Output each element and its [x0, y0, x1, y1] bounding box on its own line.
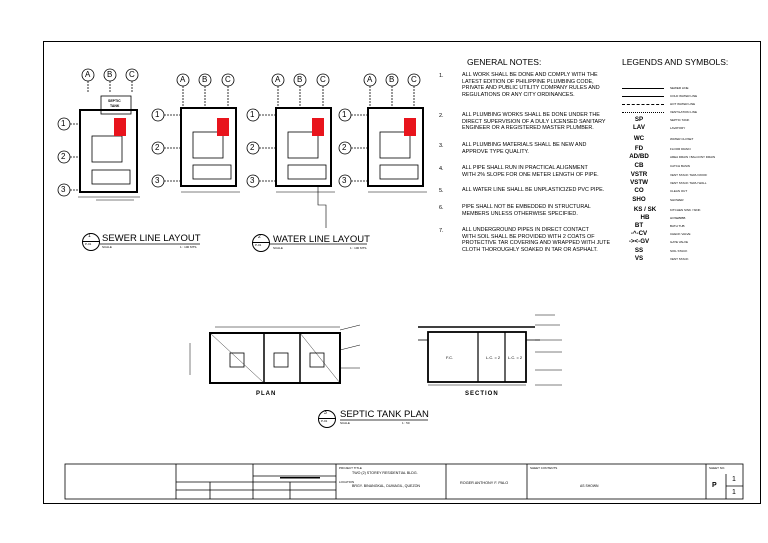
septic-scale-caption: SCALE: [340, 421, 350, 425]
sewer-title-sheet: P-01: [85, 242, 92, 246]
septic-tank-plan-drawing: [190, 325, 360, 383]
section-chamber-label: F.C.: [446, 355, 454, 360]
grid-label-a: A: [85, 70, 91, 79]
septic-title-sheet: P-01: [321, 419, 328, 423]
grid-label-c: C: [225, 75, 231, 84]
legend-code: KS / SK: [633, 206, 657, 213]
legend-desc: VENT STACK THRU ROOF: [670, 173, 708, 177]
water-layout-title: WATER LINE LAYOUT: [273, 234, 370, 245]
legend-title: LEGENDS AND SYMBOLS:: [622, 57, 729, 67]
plan-view-label: PLAN: [256, 391, 277, 397]
section-chamber-label: L.C. = 2: [486, 355, 501, 360]
legend-code: SP: [634, 116, 644, 123]
note-text: ALL WORK SHALL BE DONE AND COMPLY WITH THE LATEST EDITION OF PHILIPPINE PLUMBING CODE, PRIVATE AND PUBLIC UTILITY COMPANY RULES AND REGULATIONS OR ANY CITY ORDINANCES.: [462, 72, 600, 98]
owner-name: ROGER ANTHONY F. PALO: [460, 481, 509, 485]
section-chamber-label: L.C. = 2: [508, 355, 523, 360]
sewer-scale-caption: SCALE: [102, 245, 112, 249]
grid-label-b: B: [202, 75, 208, 84]
grid-label-b: B: [107, 70, 113, 79]
water-title-sheet: P-01: [255, 243, 262, 247]
legend-desc: VENTILATION LINE: [670, 110, 697, 114]
water-plan-drawing: [247, 74, 335, 228]
legend-desc: KITCHEN SINK / SINK: [670, 208, 701, 212]
location-caption: LOCATION: [339, 480, 355, 484]
legend-code: BT: [634, 222, 644, 229]
legend-code: VSTR: [630, 171, 648, 178]
legend-code: WC: [633, 135, 645, 142]
legend-code: LAV: [633, 124, 645, 131]
grid-label-1: 1: [61, 119, 66, 128]
grid-label-3: 3: [155, 176, 160, 185]
sheet-no-caption: SHEET NO.: [709, 466, 726, 470]
legend-code: SHO: [632, 196, 646, 203]
note-number: 3.: [439, 143, 444, 149]
grid-label-b: B: [297, 75, 303, 84]
legend-desc: GATE VALVE: [670, 240, 689, 244]
note-text: ALL PIPE SHALL RUN IN PRACTICAL ALIGNMENT WITH 2% SLOPE FOR ONE METER LENGTH OF PIPE.: [462, 165, 599, 178]
septic-tank-label: TANK: [110, 104, 120, 108]
septic-tank-section-drawing: [418, 315, 562, 385]
project-title-caption: PROJECT TITLE: [339, 466, 362, 470]
cold-water-line-symbol: [622, 96, 664, 97]
note-number: 6.: [439, 205, 444, 211]
legend-code: AD/BD: [629, 153, 649, 160]
legend-desc: SOIL STACK: [670, 249, 688, 253]
sewer-title-number: 1: [88, 233, 91, 239]
legend-code: VS: [634, 255, 644, 262]
legend-desc: SEWER LINE: [670, 86, 689, 90]
legend-code: SS: [634, 247, 644, 254]
general-notes-title: GENERAL NOTES:: [467, 57, 542, 67]
grid-label-b: B: [389, 75, 395, 84]
septic-tank-label: SEPTIC: [108, 99, 121, 103]
grid-label-c: C: [411, 75, 417, 84]
note-text: PIPE SHALL NOT BE EMBEDDED IN STRUCTURAL MEMBERS UNLESS OTHERWISE SPECIFIED.: [462, 204, 591, 217]
legend-desc: FLOOR DRAIN: [670, 147, 691, 151]
septic-scale-value: 1 : 50: [402, 421, 410, 425]
grid-label-a: A: [180, 75, 186, 84]
grid-label-1: 1: [250, 110, 255, 119]
note-text: ALL UNDERGROUND PIPES IN DIRECT CONTACT WITH SOIL SHALL BE PROVIDED WITH 2 COATS OF PROTECTIVE TAR COVERING AND WRAPPED WITH JUTE CLOTH THOROUGHLY SOAKED IN TAR OR ASPHALT.: [462, 227, 611, 253]
note-number: 2.: [439, 113, 444, 119]
septic-title-number: 3: [324, 410, 327, 416]
legend-desc: AREA DRAIN / BALCONY DRAIN: [670, 155, 716, 159]
note-number: 4.: [439, 166, 444, 172]
legend-code: -^-CV: [630, 230, 648, 237]
sheet-letter: P: [712, 482, 717, 489]
grid-label-c: C: [320, 75, 326, 84]
sewer-layout-title: SEWER LINE LAYOUT: [102, 233, 201, 244]
legend-desc: CHECK VALVE: [670, 232, 691, 236]
sheet-total: 1: [732, 489, 736, 496]
grid-label-a: A: [367, 75, 373, 84]
legend-desc: SEPTIC TANK: [670, 118, 690, 122]
legend-desc: CATCH BASIN: [670, 164, 690, 168]
septic-plan-title: SEPTIC TANK PLAN: [340, 409, 429, 420]
water-scale-value: 1 : 100 MTS.: [350, 246, 368, 250]
grid-label-2: 2: [342, 143, 347, 152]
grid-label-3: 3: [61, 185, 66, 194]
legend-desc: VENT STACK THRU WALL: [670, 181, 707, 185]
sheet-number: 1: [732, 476, 736, 483]
legend-code: -><-GV: [628, 238, 650, 245]
note-number: 1.: [439, 73, 444, 79]
note-text: ALL PLUMBING MATERIALS SHALL BE NEW AND APPROVE TYPE QUALITY.: [462, 142, 587, 155]
grid-label-2: 2: [61, 152, 66, 161]
grid-label-2: 2: [155, 143, 160, 152]
grid-label-2: 2: [250, 143, 255, 152]
sheet-contents: AS SHOWN: [580, 484, 599, 488]
note-text: ALL PLUMBING WORKS SHALL BE DONE UNDER THE DIRECT SUPERVISION OF A DULY LICENSED SANITARY ENGINEER OR A REGISTERED MASTER PLUMBER.: [462, 112, 606, 132]
ventilation-line-symbol: [622, 112, 664, 113]
legend-desc: CLEAN OUT: [670, 189, 688, 193]
legend-code: CB: [634, 162, 644, 169]
project-title: TWO (2) STOREY RESIDENTIAL BLDG.: [352, 471, 418, 475]
water-title-number: 2: [258, 234, 261, 240]
legend-desc: LAVATORY: [670, 126, 686, 130]
legend-desc: HOSEBIBB: [670, 216, 686, 220]
sewer-plan-drawing: [58, 69, 140, 200]
legend-code: FD: [634, 145, 644, 152]
water-scale-caption: SCALE: [273, 246, 283, 250]
section-view-label: SECTION: [465, 391, 499, 397]
note-number: 5.: [439, 188, 444, 194]
grid-label-3: 3: [342, 176, 347, 185]
legend-desc: BATH TUB: [670, 224, 685, 228]
legend-desc: COLD WATER LINE: [670, 94, 698, 98]
grid-label-1: 1: [342, 110, 347, 119]
sewer-scale-value: 1 : 100 MTS.: [180, 245, 198, 249]
grid-label-a: A: [275, 75, 281, 84]
note-text: ALL WATER LINE SHALL BE UNPLASTICIZED PVC PIPE.: [462, 187, 605, 193]
legend-desc: VENT STACK: [670, 257, 689, 261]
legend-code: HB: [640, 214, 650, 221]
grid-label-3: 3: [250, 176, 255, 185]
legend-code: CO: [634, 187, 644, 194]
legend-code: VSTW: [630, 179, 648, 186]
grid-label-1: 1: [155, 110, 160, 119]
sheet-contents-caption: SHEET CONTENTS: [530, 466, 558, 470]
legend-desc: SHOWER: [670, 198, 684, 202]
grid-label-c: C: [129, 70, 135, 79]
hot-water-line-symbol: [622, 104, 664, 105]
note-number: 7.: [439, 228, 444, 234]
project-location: BRGY. BINANGKAL, DUMAGIL, QUEZON: [352, 484, 421, 488]
sewer-line-symbol: [622, 88, 664, 89]
legend-desc: HOT WATER LINE: [670, 102, 696, 106]
legend-desc: WATER CLOSET: [670, 137, 694, 141]
title-block-frame: [65, 464, 743, 499]
